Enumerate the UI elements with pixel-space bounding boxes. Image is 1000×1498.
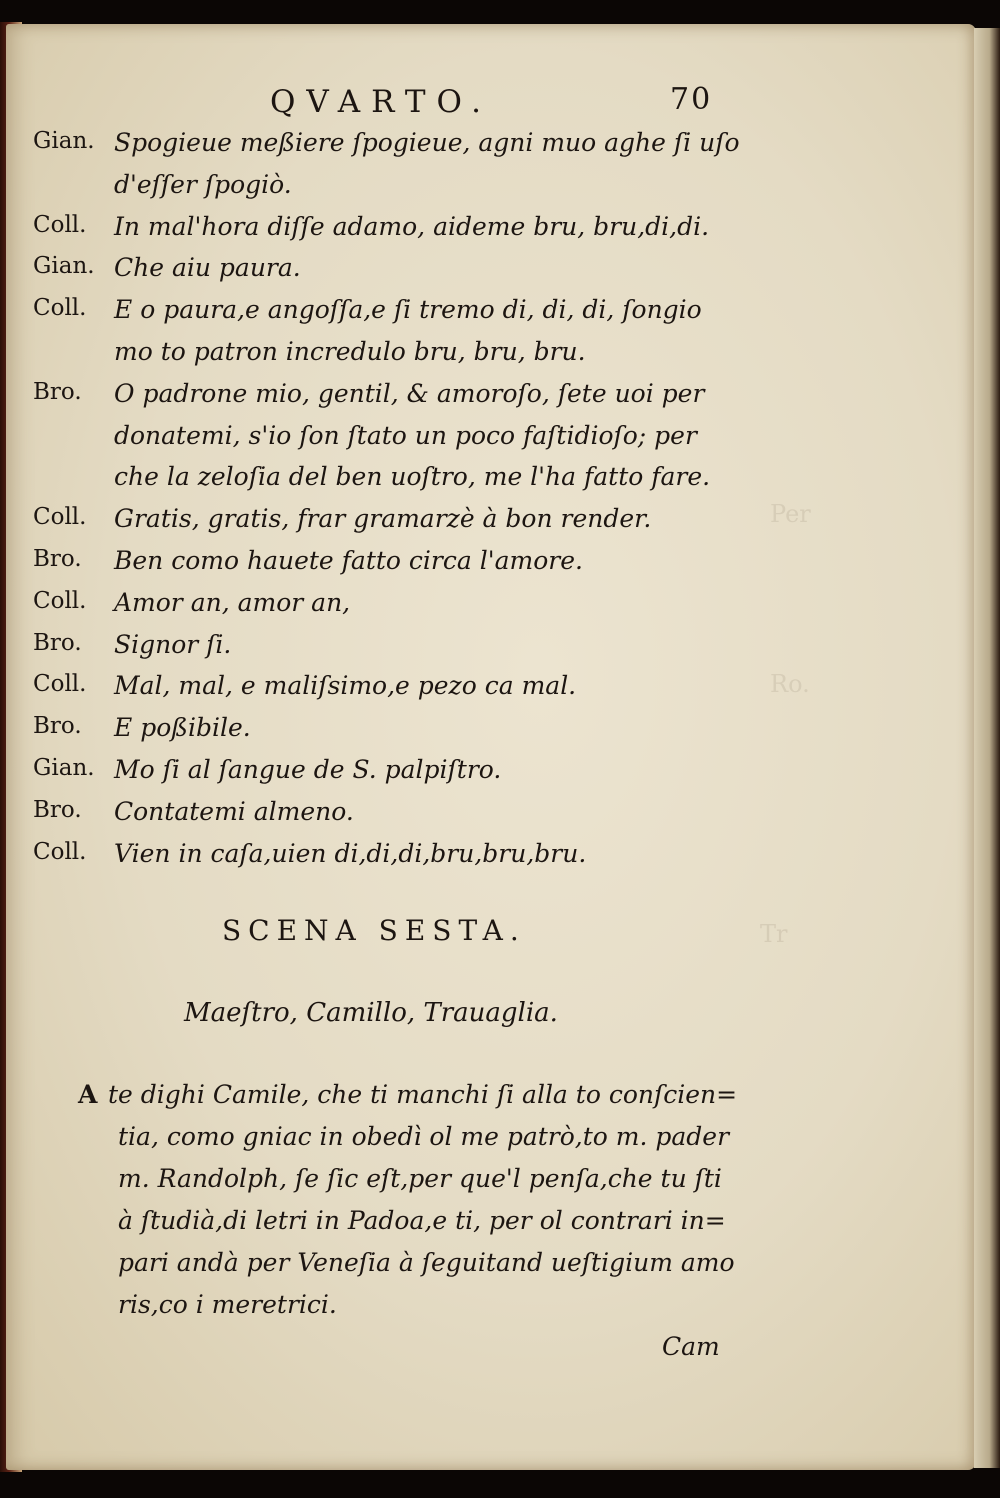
speaker-label: Coll. — [33, 671, 87, 698]
paragraph-line: à ſtudià,di letri in Padoa,e ti, per ol contrari in= — [118, 1206, 726, 1235]
dialogue-line: Amor an, amor an, — [114, 587, 351, 617]
scene-characters: Maeſtro, Camillo, Trauaglia. — [184, 998, 558, 1028]
dialogue-line: Contatemi almeno. — [114, 796, 354, 826]
dialogue-line: Ben como hauete fatto circa l'amore. — [114, 546, 583, 575]
paragraph-line: pari andà per Veneſia à ſeguitand ueſtigium amo — [118, 1248, 735, 1277]
speaker-label: Coll. — [33, 838, 87, 865]
speaker-label: Coll. — [33, 211, 87, 238]
catchword: Cam — [662, 1332, 720, 1361]
paragraph-line: ris,co i meretrici. — [118, 1290, 337, 1319]
speaker-label: Gian. — [33, 755, 95, 781]
speaker-label: Coll. — [33, 587, 87, 614]
dialogue-line: Signor ſi. — [114, 629, 232, 659]
scene-title: SCENA SESTA. — [222, 914, 526, 947]
fore-edge — [974, 28, 1000, 1468]
speaker-label: Bro. — [33, 796, 82, 823]
dialogue-line: che la zeloſia del ben uoſtro, me l'ha fatto fare. — [114, 462, 711, 492]
drop-cap: A — [78, 1080, 98, 1109]
dialogue-line: Gratis, gratis, frar gramarzè à bon render. — [114, 504, 652, 534]
page-number: 70 — [670, 82, 713, 117]
speaker-label: Coll. — [33, 295, 87, 322]
dialogue-line: Vien in caſa,uien di,di,di,bru,bru,bru. — [114, 838, 587, 868]
dialogue-line: donatemi, s'io ſon ſtato un poco faſtidioſo; per — [114, 420, 697, 450]
dialogue-line: Che aiu paura. — [114, 253, 301, 283]
speaker-label: Bro. — [33, 629, 82, 656]
dialogue-line: E poßibile. — [114, 713, 251, 743]
running-header-title: QVARTO. — [270, 84, 493, 120]
show-through-mark: Ro. — [770, 670, 810, 698]
show-through-mark: Tr — [760, 920, 788, 948]
speaker-label: Gian. — [33, 128, 95, 154]
dialogue-line: Mo ſi al ſangue de S. palpiſtro. — [114, 755, 502, 784]
dialogue-line: O padrone mio, gentil, & amoroſo, ſete uoi per — [114, 378, 705, 408]
dialogue-line: mo to patron incredulo bru, bru, bru. — [114, 337, 586, 366]
speaker-label: Bro. — [33, 546, 82, 572]
dialogue-line: E o paura,e angoſſa,e ſi tremo di, di, di, ſongio — [114, 295, 702, 325]
dialogue-line: In mal'hora diſſe adamo, aideme bru, bru,di,di. — [114, 211, 710, 241]
show-through-mark: Per — [770, 500, 811, 528]
dialogue-line: Spogieue meßiere ſpogieue, agni muo aghe ſi uſo — [114, 128, 740, 157]
paragraph-line: m. Randolph, ſe ſic eſt,per que'l penſa,che tu ſti — [118, 1164, 722, 1193]
paragraph-line: tia, como gniac in obedì ol me patrò,to m. pader — [118, 1122, 730, 1151]
speaker-label: Gian. — [33, 253, 95, 280]
speaker-label: Coll. — [33, 504, 87, 531]
paragraph-line: te dighi Camile, che ti manchi ſi alla to conſcien= — [108, 1080, 738, 1109]
speaker-label: Bro. — [33, 378, 82, 405]
dialogue-line: d'eſſer ſpogiò. — [114, 169, 292, 199]
dialogue-line: Mal, mal, e maliſsimo,e pezo ca mal. — [114, 671, 577, 701]
speaker-label: Bro. — [33, 713, 82, 740]
